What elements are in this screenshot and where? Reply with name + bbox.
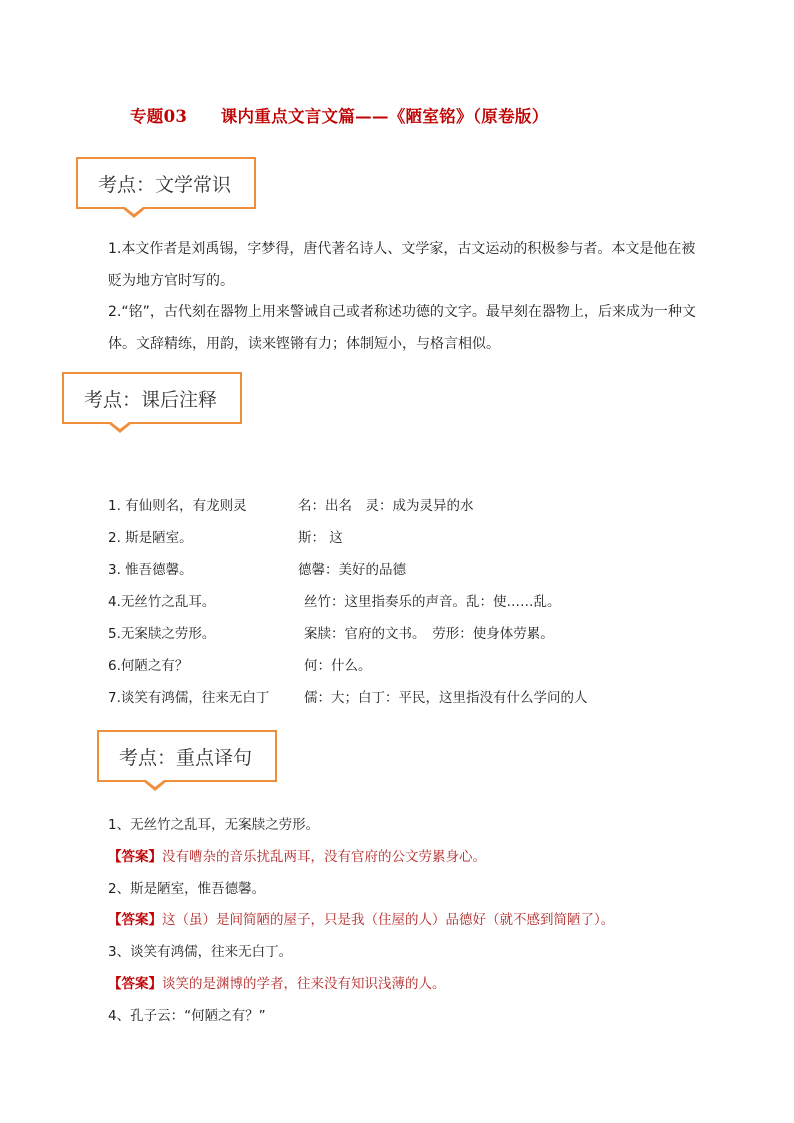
translation-question: 3、谈笑有鸿儒，往来无白丁。 <box>108 944 293 960</box>
translation-answer <box>108 972 446 992</box>
note-definition: 名：出名 灵：成为灵异的水 <box>298 498 474 514</box>
note-definition: 德馨：美好的品德 <box>298 562 406 578</box>
translation-question: 1、无丝竹之乱耳，无案牍之劳形。 <box>108 817 320 833</box>
translation-answer <box>108 845 486 865</box>
page-title: 专题03 课内重点文言文篇——《陋室铭》（原卷版） <box>130 107 549 126</box>
literature-paragraph-1: 1.本文作者是刘禹锡，字梦得，唐代著名诗人、文学家，古文运动的积极参与者。本文是他在被贬为地方官时写的。 <box>108 241 696 289</box>
section-tag-label: 考点：重点译句 <box>119 747 253 769</box>
answer-tag: 【答案】 <box>108 912 162 928</box>
note-term: 7.谈笑有鸿儒，往来无白丁 <box>108 690 270 706</box>
literature-paragraph-2: 2.“铭”，古代刻在器物上用来警诫自己或者称述功德的文字。最早刻在器物上，后来成为一种文体。文辞精练，用韵，读来铿锵有力；体制短小，与格言相似。 <box>108 304 696 352</box>
note-definition: 儒：大；白丁：平民，这里指没有什么学问的人 <box>304 690 588 706</box>
section-tag-translations <box>97 730 277 782</box>
section-tag-notes <box>62 372 242 424</box>
translation-answer <box>108 908 614 928</box>
note-term: 6.何陋之有？ <box>108 658 189 674</box>
note-definition: 案牍：官府的文书。 劳形：使身体劳累。 <box>304 626 554 642</box>
note-term: 4.无丝竹之乱耳。 <box>108 594 216 610</box>
answer-tag: 【答案】 <box>108 976 162 992</box>
note-term: 5.无案牍之劳形。 <box>108 626 216 642</box>
answer-text: 没有嘈杂的音乐扰乱两耳，没有官府的公文劳累身心。 <box>162 849 486 865</box>
answer-text: 谈笑的是渊博的学者，往来没有知识浅薄的人。 <box>162 976 446 992</box>
section-tag-label: 考点：文学常识 <box>98 174 232 196</box>
answer-text: 这（虽）是间简陋的屋子，只是我（住屋的人）品德好（就不感到简陋了）。 <box>162 912 615 928</box>
note-definition: 何：什么。 <box>304 658 372 674</box>
section-tag-literature <box>76 157 256 209</box>
translation-question: 4、孔子云：“何陋之有？” <box>108 1008 266 1024</box>
note-term: 2. 斯是陋室。 <box>108 530 193 546</box>
note-definition: 斯： 这 <box>298 530 343 546</box>
answer-tag: 【答案】 <box>108 849 162 865</box>
note-term: 3. 惟吾德馨。 <box>108 562 193 578</box>
note-term: 1. 有仙则名，有龙则灵 <box>108 498 247 514</box>
section-tag-label: 考点：课后注释 <box>84 389 218 411</box>
translation-question: 2、斯是陋室，惟吾德馨。 <box>108 881 266 897</box>
note-definition: 丝竹：这里指奏乐的声音。乱：使……乱。 <box>304 594 561 610</box>
